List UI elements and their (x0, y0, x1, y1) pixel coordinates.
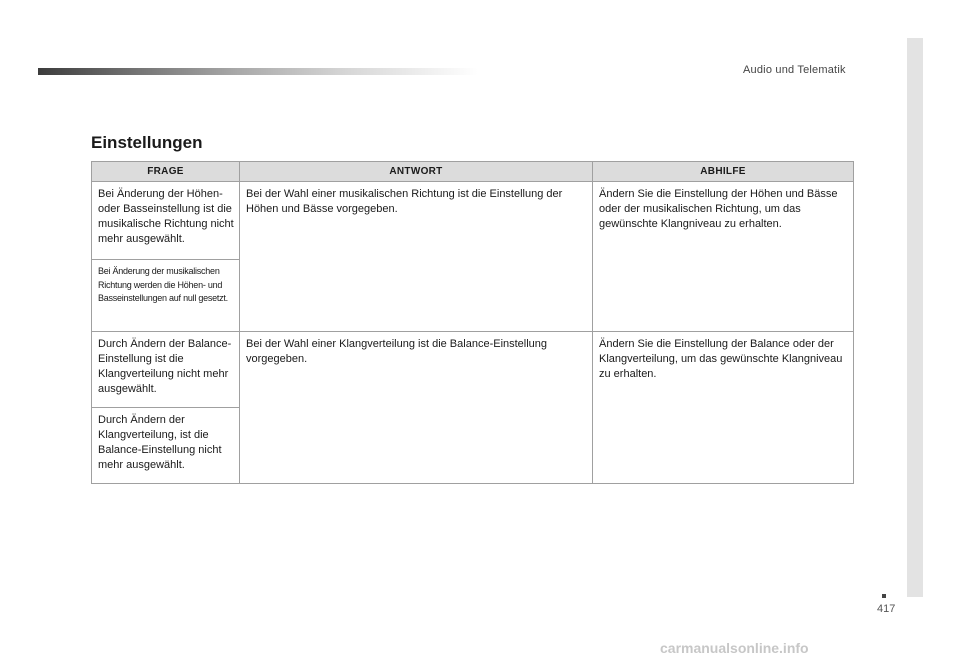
answer-cell: Bei der Wahl einer musikalischen Richtung ist die Einstellung der Höhen und Bässe vorgegeben. (240, 182, 593, 332)
question-cell: Bei Änderung der musikalischen Richtung werden die Höhen- und Basseinstellungen auf null gesetzt. (92, 260, 240, 332)
question-cell: Bei Änderung der Höhen- oder Basseinstellung ist die musikalische Richtung nicht mehr ausgewählt. (92, 182, 240, 260)
section-title: Audio und Telematik (743, 64, 846, 76)
watermark: carmanualsonline.info (660, 640, 809, 656)
column-header-abhilfe: ABHILFE (593, 162, 854, 182)
remedy-cell: Ändern Sie die Einstellung der Balance oder der Klangverteilung, um das gewünschte Klangniveau zu erhalten. (593, 332, 854, 484)
table-row (92, 182, 854, 260)
table-row (92, 332, 854, 408)
question-cell: Durch Ändern der Balance-Einstellung ist die Klangverteilung nicht mehr ausgewählt. (92, 332, 240, 408)
page-number: 417 (877, 603, 896, 615)
settings-table (91, 161, 854, 484)
question-cell: Durch Ändern der Klangverteilung, ist die Balance-Einstellung nicht mehr ausgewählt. (92, 408, 240, 484)
page-side-strip (907, 38, 923, 597)
remedy-cell: Ändern Sie die Einstellung der Höhen und Bässe oder der musikalischen Richtung, um das gewünschte Klangniveau zu erhalten. (593, 182, 854, 332)
page-heading: Einstellungen (91, 133, 203, 152)
column-header-antwort: ANTWORT (240, 162, 593, 182)
column-header-frage: FRAGE (92, 162, 240, 182)
header-gradient-bar (38, 68, 478, 75)
answer-cell: Bei der Wahl einer Klangverteilung ist die Balance-Einstellung vorgegeben. (240, 332, 593, 484)
table-header-row (92, 162, 854, 182)
page-marker (882, 594, 886, 598)
